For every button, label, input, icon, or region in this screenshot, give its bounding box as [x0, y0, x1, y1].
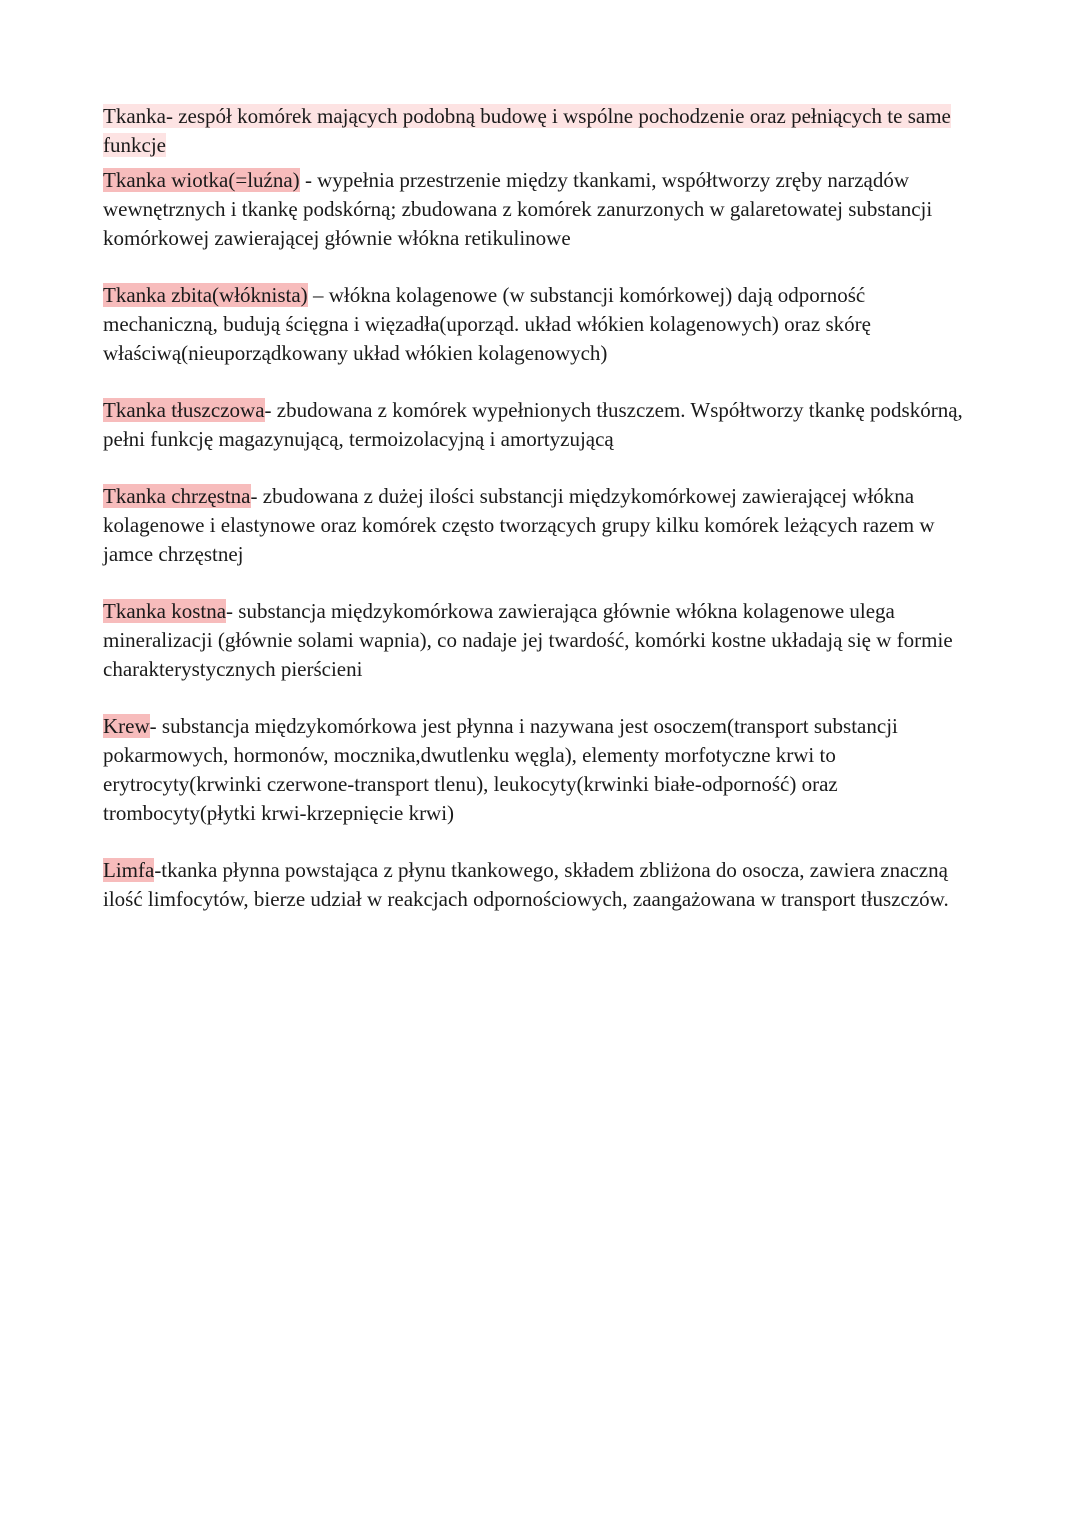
term-highlight: Tkanka zbita(włóknista) [103, 283, 308, 307]
entry-text: - substancja międzykomórkowa jest płynna i nazywana jest osoczem(transport substancji pokarmowych, hormonów, mocznika,dwutlenku węgla), elementy morfotyczne krwi to erytrocyty(krwinki czerwone-transport tlenu), leukocyty(krwinki białe-odporność) oraz trombocyty(płytki krwi-krzepnięcie krwi) [103, 714, 898, 825]
entry-tkanka-wiotka [103, 166, 973, 253]
entry-text: – włókna kolagenowe (w substancji komórkowej) dają odporność mechaniczną, budują ścięgna i więzadła(uporząd. układ włókien kolagenowych) oraz skórę właściwą(nieuporządkowany układ włókien kolagenowych) [103, 283, 871, 365]
term-highlight: Tkanka kostna [103, 599, 227, 623]
term-highlight: Limfa [103, 858, 155, 882]
entry-tkanka-tluszczowa [103, 396, 973, 454]
term-highlight: Krew [103, 714, 150, 738]
term-highlight: Tkanka wiotka(=luźna) [103, 168, 300, 192]
entry-text: - substancja międzykomórkowa zawierająca głównie włókna kolagenowe ulega mineralizacji (głównie solami wapnia), co nadaje jej twardość, komórki kostne układają się w formie charakterystycznych pierścieni [103, 599, 953, 681]
entry-limfa [103, 856, 973, 914]
definition-text: Tkanka- zespół komórek mających podobną budowę i wspólne pochodzenie oraz pełniących te same funkcje [103, 104, 951, 157]
entry-text: -tkanka płynna powstająca z płynu tkankowego, składem zbliżona do osocza, zawiera znaczną ilość limfocytów, bierze udział w reakcjach odpornościowych, zaangażowana w transport tłuszczów. [103, 858, 949, 911]
entry-text: - zbudowana z komórek wypełnionych tłuszczem. Współtworzy tkankę podskórną, pełni funkcję magazynującą, termoizolacyjną i amortyzującą [103, 398, 963, 451]
entry-text: - wypełnia przestrzenie między tkankami, współtworzy zręby narządów wewnętrznych i tkankę podskórną; zbudowana z komórek zanurzonych w galaretowatej substancji komórkowej zawierającej głównie włókna retikulinowe [103, 168, 933, 250]
entry-krew [103, 712, 973, 828]
term-highlight: Tkanka tłuszczowa [103, 398, 265, 422]
document-body [103, 102, 973, 942]
definition-paragraph [103, 102, 973, 160]
entry-tkanka-kostna [103, 597, 973, 684]
entry-tkanka-zbita [103, 281, 973, 368]
entry-tkanka-chrzestna [103, 482, 973, 569]
entry-text: - zbudowana z dużej ilości substancji międzykomórkowej zawierającej włókna kolagenowe i elastynowe oraz komórek często tworzących grupy kilku komórek leżących razem w jamce chrzęstnej [103, 484, 935, 566]
term-highlight: Tkanka chrzęstna [103, 484, 251, 508]
